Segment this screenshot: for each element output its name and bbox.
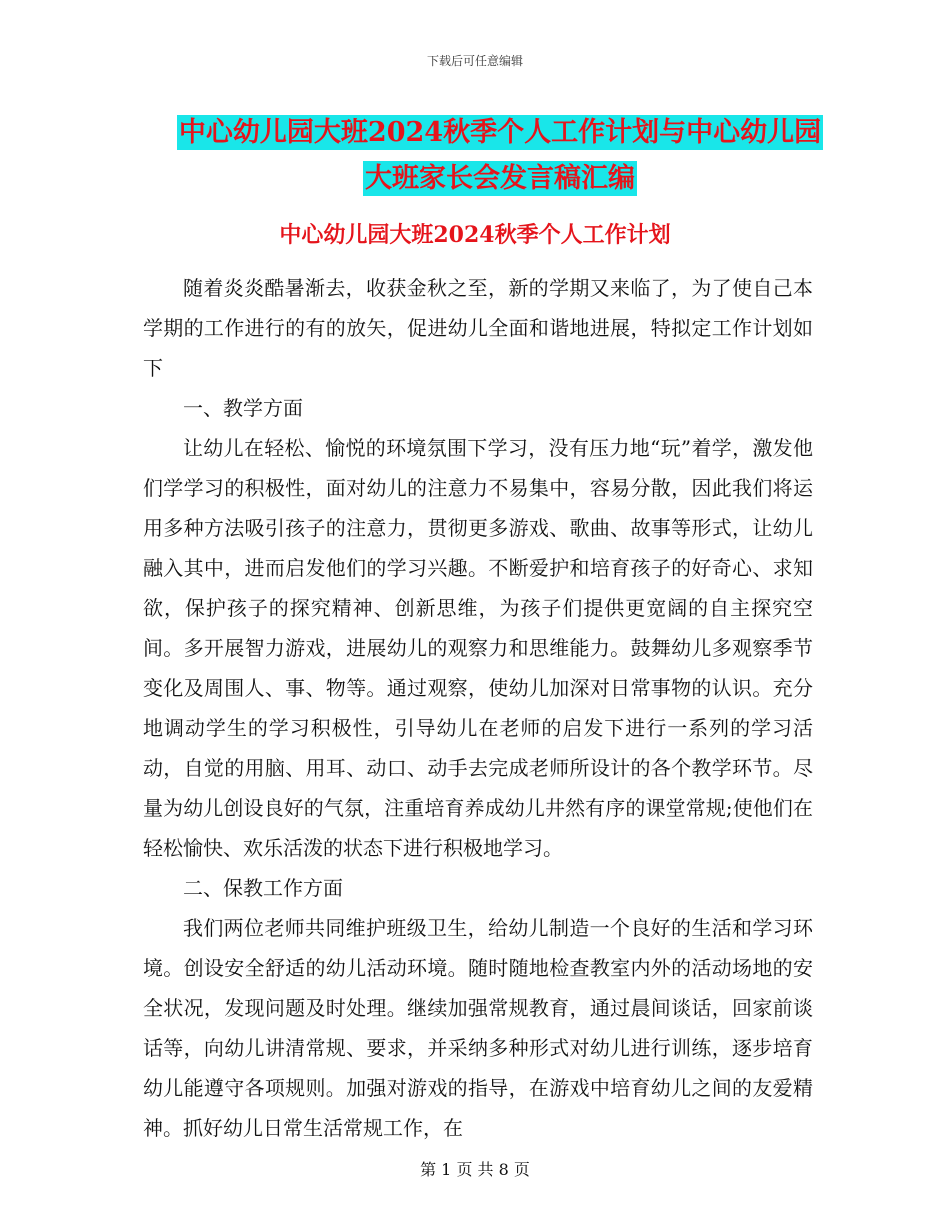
body-text [143, 268, 813, 1148]
heading-care: 二、保教工作方面 [183, 876, 343, 900]
title-line-1: 中心幼儿园大班2024秋季个人工作计划与中心幼儿园 [178, 117, 822, 148]
paragraph-intro: 随着炎炎酷暑渐去，收获金秋之至，新的学期又来临了，为了使自己本学期的工作进行的有的放矢，促进幼儿全面和谐地进展，特拟定工作计划如下 [143, 276, 813, 380]
paragraph-teaching: 让幼儿在轻松、愉悦的环境氛围下学习，没有压力地“玩”着学，激发他们学学习的积极性，面对幼儿的注意力不易集中，容易分散，因此我们将运用多种方法吸引孩子的注意力，贯彻更多游戏、歌曲、故事等形式，让幼儿融入其中，进而启发他们的学习兴趣。不断爱护和培育孩子的好奇心、求知欲，保护孩子的探究精神、创新思维，为孩子们提供更宽阔的自主探究空间。多开展智力游戏，进展幼儿的观察力和思维能力。鼓舞幼儿多观察季节变化及周围人、事、物等。通过观察，使幼儿加深对日常事物的认识。充分地调动学生的学习积极性，引导幼儿在老师的启发下进行一系列的学习活动，自觉的用脑、用耳、动口、动手去完成老师所设计的各个教学环节。尽量为幼儿创设良好的气氛，注重培育养成幼儿井然有序的课堂常规;使他们在轻松愉快、欢乐活泼的状态下进行积极地学习。 [143, 436, 813, 860]
title-line-2: 大班家长会发言稿汇编 [365, 163, 635, 194]
section-title: 中心幼儿园大班2024秋季个人工作计划 [279, 222, 671, 248]
document-title [140, 110, 860, 202]
heading-teaching: 一、教学方面 [183, 396, 303, 420]
page-footer: 第 1 页 共 8 页 [420, 1160, 530, 1179]
header-note: 下载后可任意编辑 [426, 54, 523, 68]
paragraph-care: 我们两位老师共同维护班级卫生，给幼儿制造一个良好的生活和学习环境。创设安全舒适的幼儿活动环境。随时随地检查教室内外的活动场地的安全状况，发现问题及时处理。继续加强常规教育，通过晨间谈话，回家前谈话等，向幼儿讲清常规、要求，并采纳多种形式对幼儿进行训练，逐步培育幼儿能遵守各项规则。加强对游戏的指导，在游戏中培育幼儿之间的友爱精神。抓好幼儿日常生活常规工作，在 [143, 916, 813, 1140]
